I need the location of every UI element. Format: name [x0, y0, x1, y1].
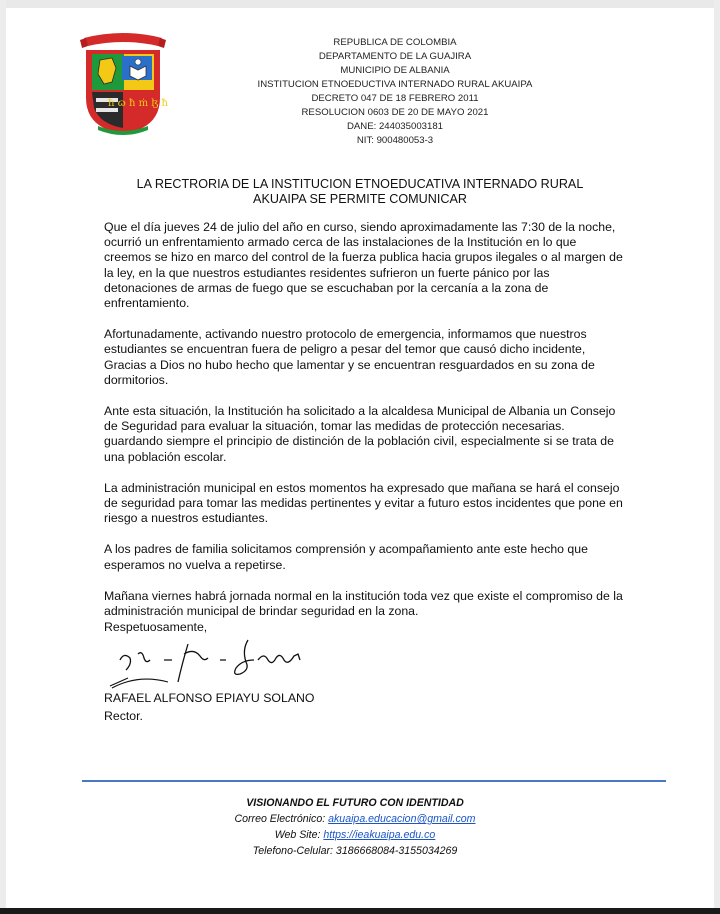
footer-web-row [150, 827, 560, 843]
signer-name: RAFAEL ALFONSO EPIAYU SOLANO [104, 691, 315, 705]
letterhead [240, 36, 550, 148]
footer-email-row [150, 811, 560, 827]
letterhead-line: NIT: 900480053-3 [356, 135, 434, 146]
letterhead-line: RESOLUCION 0603 DE 20 DE MAYO 2021 [301, 107, 489, 118]
letterhead-line: DEPARTAMENTO DE LA GUAJIRA [318, 51, 472, 62]
handwritten-signature [108, 630, 328, 690]
body-paragraph: Afortunadamente, activando nuestro protocolo de emergencia, informamos que nuestros estudiantes se encuentran fuera de peligro a pesar del temor que causó dicho incidente, Gracias a Dios no hubo hecho que lamentar y se encuentran resguardados en su zona de dormitorios. [104, 327, 595, 387]
body-paragraph: A los padres de familia solicitamos comprensión y acompañamiento ante este hecho que esperamos no vuelva a repetirse. [104, 542, 588, 572]
footer-divider [82, 780, 666, 782]
document-title [90, 177, 630, 207]
title-line-2: AKUAIPA SE PERMITE COMUNICAR [253, 192, 467, 206]
page-edge-top [0, 0, 720, 8]
title-line-1: LA RECTRORIA DE LA INSTITUCION ETNOEDUCATIVA INTERNADO RURAL [136, 177, 584, 191]
page-edge-bottom [0, 908, 720, 914]
footer-motto: VISIONANDO EL FUTURO CON IDENTIDAD [246, 797, 464, 809]
logo-glyphs-top: ħ ɷ ħ ṁ ɮ ħ [108, 98, 168, 109]
signer-role: Rector. [104, 709, 143, 723]
body-paragraph: Que el día jueves 24 de julio del año en curso, siendo aproximadamente las 7:30 de la noche, ocurrió un enfrentamiento armado cerca de las instalaciones de la Institución en lo que creemos se hizo en marco del control de la fuerza publica hacia grupos ilegales o al margen de la ley, en la que nuestros estudiantes residentes sufrieron un fuerte pánico por las detonaciones de armas de fuego que se escuchaban por la cercanía a la zona de enfrentamiento. [104, 220, 623, 311]
page-edge-right [714, 0, 720, 914]
letterhead-line: INSTITUCION ETNOEDUCTIVA INTERNADO RURAL AKUAIPA [257, 79, 533, 90]
institution-shield-logo [78, 28, 168, 136]
page-edge-left [0, 0, 6, 914]
footer-web-link[interactable]: https://ieakuaipa.edu.co [323, 829, 436, 841]
closing-salutation: Respetuosamente, [104, 620, 208, 634]
letterhead-line: REPUBLICA DE COLOMBIA [333, 37, 457, 48]
body-paragraph: Ante esta situación, la Institución ha solicitado a la alcaldesa Municipal de Albania un Consejo de Seguridad para evaluar la situación, tomar las medidas de protección necesarias. guardando siempre el principio de distinción de la población civil, especialmente si se trata de una población escolar. [104, 404, 616, 464]
body-paragraph: Mañana viernes habrá jornada normal en la institución toda vez que existe el compromiso de la administración municipal de brindar seguridad en la zona. [104, 588, 623, 619]
letterhead-line: DANE: 244035003181 [346, 121, 443, 132]
letterhead-line: DECRETO 047 DE 18 FEBRERO 2011 [311, 93, 479, 104]
communique-body [104, 220, 624, 635]
footer-email-label: Correo Electrónico: [234, 813, 329, 825]
letterhead-line: MUNICIPIO DE ALBANIA [340, 65, 450, 76]
footer-phone: Telefono-Celular: 3186668084-3155034269 [252, 845, 458, 857]
footer [150, 795, 560, 859]
footer-email-link[interactable]: akuaipa.educacion@gmail.com [328, 813, 476, 825]
footer-web-label: Web Site: [274, 829, 324, 841]
body-paragraph: La administración municipal en estos momentos ha expresado que mañana se hará el consejo de seguridad para tomar las medidas pertinentes y evitar a futuro estos incidentes que pone en riesgo a nuestros estudiantes. [104, 480, 623, 526]
